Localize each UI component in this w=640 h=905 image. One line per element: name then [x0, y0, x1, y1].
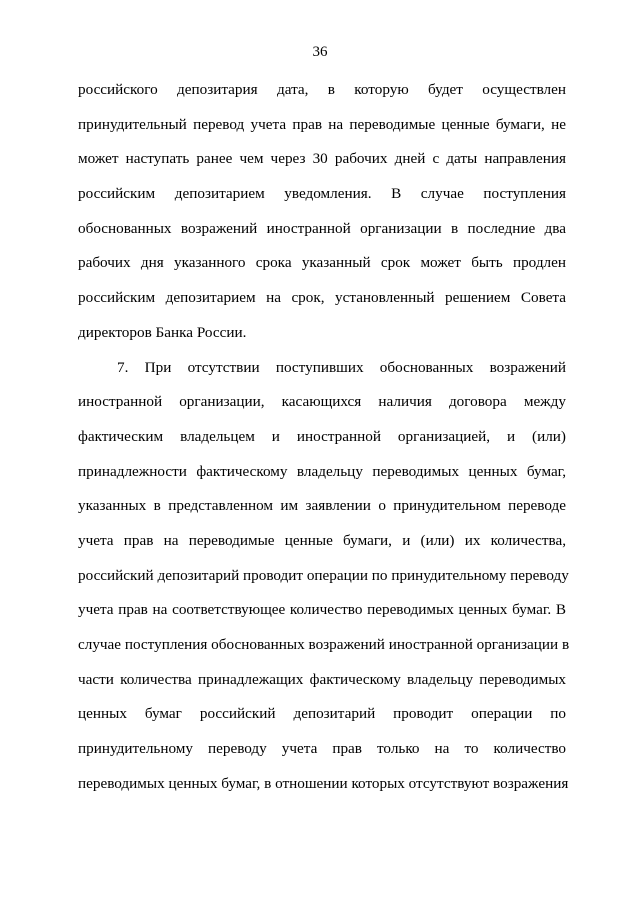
text-line: фактическим владельцем и иностранной организацией, и (или) [78, 427, 566, 445]
text-line: принудительный перевод учета прав на переводимые ценные бумаги, не [78, 115, 566, 133]
text-line: принудительному переводу учета прав только на то количество [78, 740, 566, 758]
text-line: учета прав на переводимые ценные бумаги, и (или) их количества, [78, 531, 566, 549]
page-number: 36 [312, 44, 328, 60]
text-line: учета прав на соответствующее количество переводимых ценных бумаг. В [78, 601, 566, 619]
text-line: указанных в представленном им заявлении о принудительном переводе [78, 497, 566, 515]
text-line: рабочих дня указанного срока указанный срок может быть продлен [78, 254, 566, 272]
text-line: российский депозитарий проводит операции по принудительному переводу [78, 566, 569, 584]
body-text [78, 80, 570, 808]
text-line: 7. При отсутствии поступивших обоснованных возражений [117, 358, 566, 376]
text-line: российским депозитарием уведомления. В случае поступления [78, 185, 566, 203]
text-line: директоров Банка России. [78, 323, 247, 341]
text-line: ценных бумаг российский депозитарий проводит операции по [78, 705, 566, 723]
text-line: случае поступления обоснованных возражений иностранной организации в [78, 636, 570, 653]
text-line: российским депозитарием на срок, установленный решением Совета [78, 289, 566, 307]
text-line: российского депозитария дата, в которую будет осуществлен [78, 81, 566, 98]
text-line: принадлежности фактическому владельцу переводимых ценных бумаг, [78, 462, 566, 480]
text-line: переводимых ценных бумаг, в отношении которых отсутствуют возражения [78, 774, 569, 792]
text-line: может наступать ранее чем через 30 рабочих дней с даты направления [78, 150, 566, 168]
text-line: иностранной организации, касающихся наличия договора между [78, 393, 566, 411]
text-line: части количества принадлежащих фактическому владельцу переводимых [78, 670, 566, 688]
text-line: обоснованных возражений иностранной организации в последние два [78, 219, 566, 237]
